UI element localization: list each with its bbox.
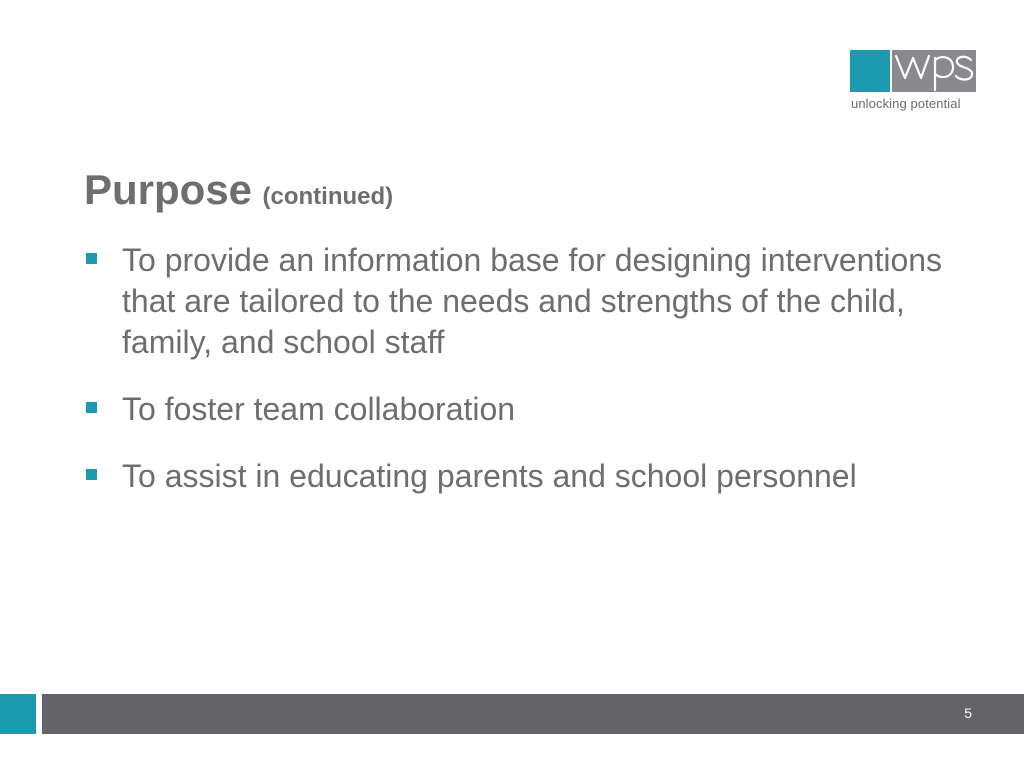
- square-bullet-icon: [86, 469, 97, 480]
- footer-accent-block: [0, 694, 36, 734]
- wps-logo-mark: [850, 50, 976, 92]
- title-main: Purpose: [84, 166, 253, 213]
- bullet-list: [86, 240, 946, 523]
- title-subtitle: (continued): [262, 183, 394, 210]
- bullet-text: To assist in educating parents and school personnel: [122, 458, 857, 494]
- page-number: 5: [964, 705, 972, 721]
- bullet-text: To foster team collaboration: [122, 391, 516, 427]
- square-bullet-icon: [86, 253, 97, 264]
- logo-tagline: unlocking potential: [851, 96, 961, 111]
- bullet-text: To provide an information base for designing interventions that are tailored to the needs and strengths of the child, family, and school staff: [122, 242, 943, 360]
- square-bullet-icon: [86, 402, 97, 413]
- bullet-item: [86, 389, 946, 430]
- bullet-item: [86, 240, 946, 363]
- bullet-item: [86, 456, 946, 497]
- wps-logo: [850, 50, 976, 112]
- footer-bar: [42, 694, 1024, 734]
- slide-title: [84, 166, 393, 214]
